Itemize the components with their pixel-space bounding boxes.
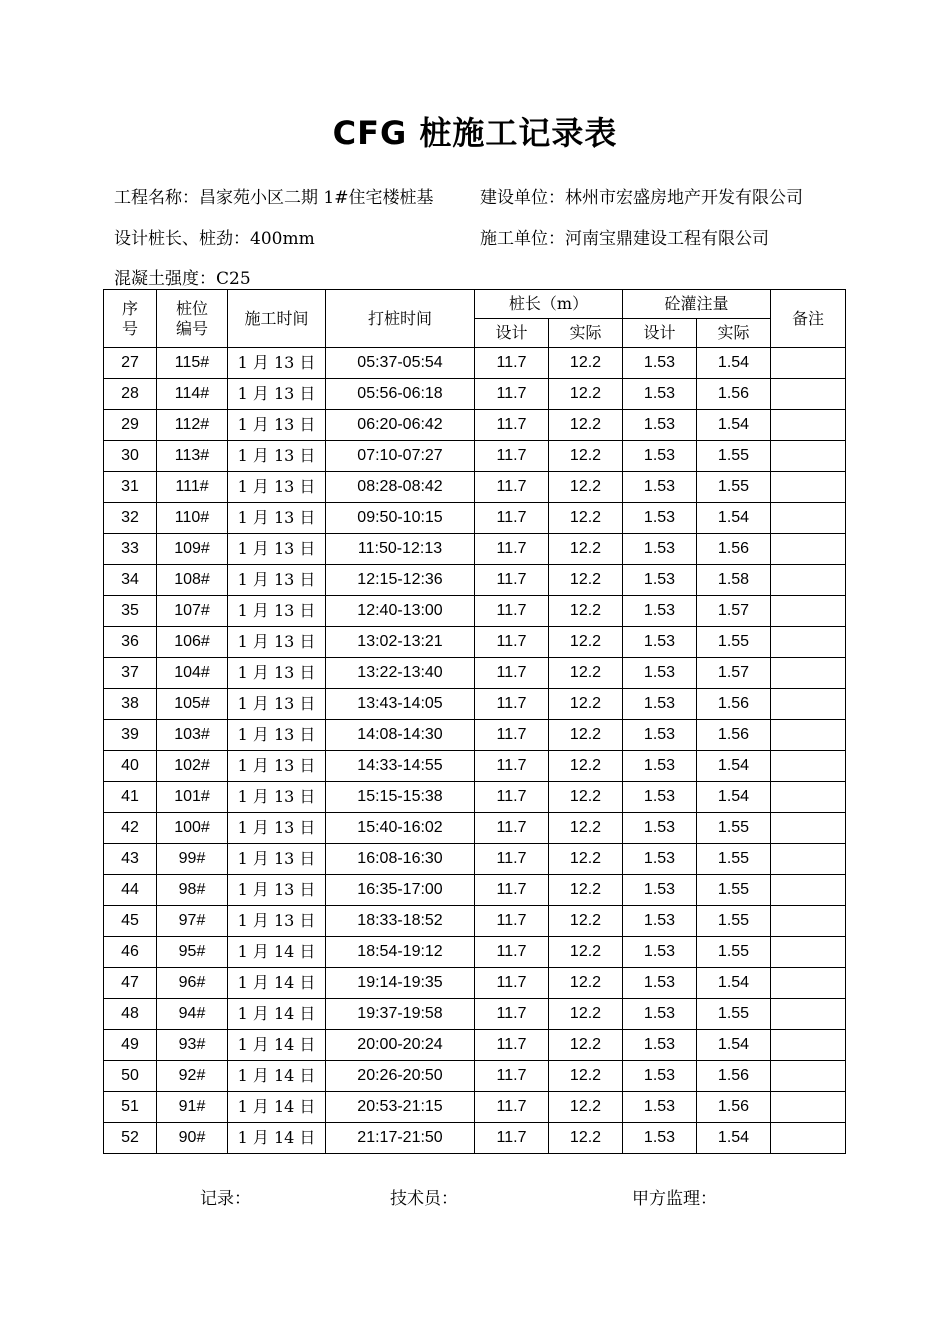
cell-remark — [771, 968, 846, 999]
cell-pour-actual: 1.55 — [697, 844, 771, 875]
cell-time: 07:10-07:27 — [326, 441, 475, 472]
cell-length-design: 11.7 — [475, 1061, 549, 1092]
cell-seq: 48 — [104, 999, 157, 1030]
cell-pour-actual: 1.55 — [697, 906, 771, 937]
cell-pile-no: 98# — [157, 875, 228, 906]
cell-seq: 27 — [104, 348, 157, 379]
cell-length-design: 11.7 — [475, 658, 549, 689]
cell-time: 14:08-14:30 — [326, 720, 475, 751]
cell-date: 1 月 14 日 — [228, 968, 326, 999]
cell-remark — [771, 937, 846, 968]
cell-pile-no: 90# — [157, 1123, 228, 1154]
cell-seq: 38 — [104, 689, 157, 720]
cell-time: 16:08-16:30 — [326, 844, 475, 875]
cell-length-design: 11.7 — [475, 503, 549, 534]
cell-pour-design: 1.53 — [623, 720, 697, 751]
cell-pile-no: 96# — [157, 968, 228, 999]
cell-pour-design: 1.53 — [623, 1092, 697, 1123]
cell-length-design: 11.7 — [475, 999, 549, 1030]
cell-remark — [771, 565, 846, 596]
cell-date: 1 月 14 日 — [228, 1030, 326, 1061]
cell-time: 14:33-14:55 — [326, 751, 475, 782]
cell-seq: 42 — [104, 813, 157, 844]
header-length-actual: 实际 — [549, 319, 623, 348]
cell-length-design: 11.7 — [475, 1092, 549, 1123]
cell-date: 1 月 13 日 — [228, 379, 326, 410]
cell-length-design: 11.7 — [475, 441, 549, 472]
cell-pour-actual: 1.55 — [697, 441, 771, 472]
cell-time: 09:50-10:15 — [326, 503, 475, 534]
cell-length-actual: 12.2 — [549, 1092, 623, 1123]
cell-date: 1 月 13 日 — [228, 348, 326, 379]
table-row — [104, 1061, 846, 1092]
supervisor-label: 甲方监理： — [632, 1189, 717, 1209]
cell-pour-design: 1.53 — [623, 1030, 697, 1061]
cell-time: 12:15-12:36 — [326, 565, 475, 596]
cell-pour-design: 1.53 — [623, 565, 697, 596]
cell-pour-design: 1.53 — [623, 627, 697, 658]
cell-pour-design: 1.53 — [623, 534, 697, 565]
cell-date: 1 月 13 日 — [228, 782, 326, 813]
cell-length-actual: 12.2 — [549, 782, 623, 813]
cell-pour-actual: 1.54 — [697, 968, 771, 999]
cell-pour-actual: 1.54 — [697, 751, 771, 782]
table-row — [104, 565, 846, 596]
cell-date: 1 月 13 日 — [228, 534, 326, 565]
cell-seq: 29 — [104, 410, 157, 441]
table-row — [104, 348, 846, 379]
cell-pour-actual: 1.54 — [697, 1123, 771, 1154]
cell-time: 08:28-08:42 — [326, 472, 475, 503]
cell-pile-no: 107# — [157, 596, 228, 627]
table-row — [104, 658, 846, 689]
cell-pour-design: 1.53 — [623, 596, 697, 627]
cell-pile-no: 110# — [157, 503, 228, 534]
table-row — [104, 1123, 846, 1154]
cell-date: 1 月 14 日 — [228, 937, 326, 968]
cell-date: 1 月 13 日 — [228, 565, 326, 596]
table-row — [104, 999, 846, 1030]
pile-record-table — [103, 289, 846, 1154]
cell-pour-actual: 1.55 — [697, 813, 771, 844]
owner-unit: 建设单位：林州市宏盛房地产开发有限公司 — [480, 188, 803, 208]
cell-pour-actual: 1.56 — [697, 534, 771, 565]
cell-time: 18:33-18:52 — [326, 906, 475, 937]
cell-pour-design: 1.53 — [623, 689, 697, 720]
cell-time: 06:20-06:42 — [326, 410, 475, 441]
header-pour-actual: 实际 — [697, 319, 771, 348]
header-pour-volume: 砼灌注量 — [623, 290, 771, 319]
cell-length-design: 11.7 — [475, 534, 549, 565]
header-pile-no: 桩位 编号 — [157, 290, 228, 348]
cell-seq: 34 — [104, 565, 157, 596]
cell-pour-actual: 1.57 — [697, 658, 771, 689]
cell-length-design: 11.7 — [475, 844, 549, 875]
header-length-design: 设计 — [475, 319, 549, 348]
cell-time: 18:54-19:12 — [326, 937, 475, 968]
cell-remark — [771, 534, 846, 565]
cell-pile-no: 108# — [157, 565, 228, 596]
cell-pile-no: 91# — [157, 1092, 228, 1123]
cell-pour-actual: 1.54 — [697, 348, 771, 379]
cell-length-actual: 12.2 — [549, 1030, 623, 1061]
cell-length-design: 11.7 — [475, 937, 549, 968]
cell-time: 15:40-16:02 — [326, 813, 475, 844]
cell-pile-no: 93# — [157, 1030, 228, 1061]
cell-pour-actual: 1.56 — [697, 689, 771, 720]
cell-remark — [771, 503, 846, 534]
cell-length-actual: 12.2 — [549, 441, 623, 472]
cell-pour-design: 1.53 — [623, 472, 697, 503]
cell-time: 19:37-19:58 — [326, 999, 475, 1030]
cell-date: 1 月 13 日 — [228, 503, 326, 534]
cell-pile-no: 113# — [157, 441, 228, 472]
cell-pour-design: 1.53 — [623, 410, 697, 441]
project-name: 工程名称：昌家苑小区二期 1#住宅楼桩基 — [114, 188, 434, 208]
cell-remark — [771, 906, 846, 937]
pile-spec: 设计桩长、桩劲：400mm — [114, 229, 315, 249]
cell-time: 20:53-21:15 — [326, 1092, 475, 1123]
cell-pour-actual: 1.55 — [697, 999, 771, 1030]
cell-seq: 50 — [104, 1061, 157, 1092]
cell-time: 13:43-14:05 — [326, 689, 475, 720]
table-row — [104, 751, 846, 782]
cell-time: 05:56-06:18 — [326, 379, 475, 410]
cell-length-actual: 12.2 — [549, 906, 623, 937]
cell-length-actual: 12.2 — [549, 503, 623, 534]
cell-seq: 49 — [104, 1030, 157, 1061]
cell-date: 1 月 14 日 — [228, 1092, 326, 1123]
cell-length-actual: 12.2 — [549, 689, 623, 720]
cell-pour-actual: 1.54 — [697, 503, 771, 534]
cell-pour-actual: 1.58 — [697, 565, 771, 596]
cell-date: 1 月 13 日 — [228, 751, 326, 782]
cell-seq: 43 — [104, 844, 157, 875]
cell-pile-no: 94# — [157, 999, 228, 1030]
cell-pour-actual: 1.56 — [697, 379, 771, 410]
cell-pile-no: 112# — [157, 410, 228, 441]
cell-time: 16:35-17:00 — [326, 875, 475, 906]
header-date: 施工时间 — [228, 290, 326, 348]
cell-time: 13:22-13:40 — [326, 658, 475, 689]
cell-time: 20:26-20:50 — [326, 1061, 475, 1092]
table-row — [104, 627, 846, 658]
cell-seq: 52 — [104, 1123, 157, 1154]
cell-remark — [771, 813, 846, 844]
cell-date: 1 月 13 日 — [228, 906, 326, 937]
cell-seq: 30 — [104, 441, 157, 472]
cell-pour-design: 1.53 — [623, 999, 697, 1030]
cell-date: 1 月 13 日 — [228, 720, 326, 751]
cell-date: 1 月 14 日 — [228, 999, 326, 1030]
header-remark: 备注 — [771, 290, 846, 348]
table-row — [104, 813, 846, 844]
cell-remark — [771, 348, 846, 379]
cell-time: 05:37-05:54 — [326, 348, 475, 379]
header-time: 打桩时间 — [326, 290, 475, 348]
cell-remark — [771, 751, 846, 782]
cell-length-design: 11.7 — [475, 813, 549, 844]
cell-length-actual: 12.2 — [549, 751, 623, 782]
cell-length-actual: 12.2 — [549, 720, 623, 751]
cell-length-actual: 12.2 — [549, 379, 623, 410]
cell-date: 1 月 13 日 — [228, 658, 326, 689]
cell-remark — [771, 658, 846, 689]
cell-time: 13:02-13:21 — [326, 627, 475, 658]
cell-date: 1 月 14 日 — [228, 1123, 326, 1154]
table-row — [104, 379, 846, 410]
cell-pour-design: 1.53 — [623, 441, 697, 472]
cell-length-actual: 12.2 — [549, 813, 623, 844]
cell-pour-design: 1.53 — [623, 968, 697, 999]
cell-length-actual: 12.2 — [549, 348, 623, 379]
cell-pour-design: 1.53 — [623, 844, 697, 875]
cell-seq: 44 — [104, 875, 157, 906]
cell-date: 1 月 13 日 — [228, 844, 326, 875]
cell-length-design: 11.7 — [475, 689, 549, 720]
cell-length-design: 11.7 — [475, 875, 549, 906]
cell-time: 11:50-12:13 — [326, 534, 475, 565]
cell-pour-actual: 1.55 — [697, 875, 771, 906]
cell-seq: 33 — [104, 534, 157, 565]
cell-pile-no: 106# — [157, 627, 228, 658]
cell-pile-no: 95# — [157, 937, 228, 968]
cell-time: 12:40-13:00 — [326, 596, 475, 627]
cell-remark — [771, 410, 846, 441]
cell-pile-no: 109# — [157, 534, 228, 565]
cell-seq: 47 — [104, 968, 157, 999]
cell-seq: 32 — [104, 503, 157, 534]
table-row — [104, 503, 846, 534]
cell-date: 1 月 13 日 — [228, 472, 326, 503]
page-title: CFG 桩施工记录表 — [332, 114, 618, 152]
cell-length-actual: 12.2 — [549, 844, 623, 875]
table-row — [104, 472, 846, 503]
cell-pour-actual: 1.56 — [697, 1092, 771, 1123]
cell-remark — [771, 627, 846, 658]
cell-length-design: 11.7 — [475, 906, 549, 937]
cell-remark — [771, 1123, 846, 1154]
cell-length-design: 11.7 — [475, 627, 549, 658]
table-row — [104, 441, 846, 472]
table-row — [104, 534, 846, 565]
table-row — [104, 844, 846, 875]
cell-seq: 28 — [104, 379, 157, 410]
cell-seq: 41 — [104, 782, 157, 813]
cell-time: 15:15-15:38 — [326, 782, 475, 813]
cell-pour-actual: 1.55 — [697, 472, 771, 503]
cell-length-actual: 12.2 — [549, 968, 623, 999]
cell-seq: 31 — [104, 472, 157, 503]
table-row — [104, 596, 846, 627]
cell-length-actual: 12.2 — [549, 627, 623, 658]
cell-pour-actual: 1.56 — [697, 720, 771, 751]
cell-pour-actual: 1.55 — [697, 937, 771, 968]
cell-seq: 39 — [104, 720, 157, 751]
contractor-unit: 施工单位：河南宝鼎建设工程有限公司 — [480, 229, 769, 249]
cell-pour-design: 1.53 — [623, 379, 697, 410]
cell-pour-actual: 1.54 — [697, 410, 771, 441]
cell-length-actual: 12.2 — [549, 565, 623, 596]
cell-seq: 45 — [104, 906, 157, 937]
cell-seq: 51 — [104, 1092, 157, 1123]
cell-time: 20:00-20:24 — [326, 1030, 475, 1061]
cell-date: 1 月 14 日 — [228, 1061, 326, 1092]
cell-date: 1 月 13 日 — [228, 813, 326, 844]
cell-length-actual: 12.2 — [549, 472, 623, 503]
cell-pour-design: 1.53 — [623, 503, 697, 534]
cell-remark — [771, 1092, 846, 1123]
cell-length-design: 11.7 — [475, 472, 549, 503]
cell-remark — [771, 844, 846, 875]
cell-length-actual: 12.2 — [549, 1061, 623, 1092]
table-row — [104, 968, 846, 999]
table-row — [104, 410, 846, 441]
cell-remark — [771, 720, 846, 751]
table-row — [104, 689, 846, 720]
cell-pour-design: 1.53 — [623, 937, 697, 968]
cell-date: 1 月 13 日 — [228, 410, 326, 441]
cell-pile-no: 102# — [157, 751, 228, 782]
cell-pour-design: 1.53 — [623, 1061, 697, 1092]
cell-remark — [771, 1030, 846, 1061]
cell-remark — [771, 441, 846, 472]
cell-remark — [771, 1061, 846, 1092]
cell-pour-actual: 1.54 — [697, 782, 771, 813]
cell-seq: 36 — [104, 627, 157, 658]
cell-length-design: 11.7 — [475, 968, 549, 999]
cell-pour-actual: 1.56 — [697, 1061, 771, 1092]
cell-pile-no: 97# — [157, 906, 228, 937]
cell-length-actual: 12.2 — [549, 410, 623, 441]
header-seq: 序 号 — [104, 290, 157, 348]
cell-length-actual: 12.2 — [549, 658, 623, 689]
cell-length-design: 11.7 — [475, 410, 549, 441]
cell-pile-no: 104# — [157, 658, 228, 689]
cell-pile-no: 99# — [157, 844, 228, 875]
cell-pour-design: 1.53 — [623, 875, 697, 906]
cell-length-design: 11.7 — [475, 348, 549, 379]
cell-time: 19:14-19:35 — [326, 968, 475, 999]
cell-length-actual: 12.2 — [549, 1123, 623, 1154]
cell-seq: 35 — [104, 596, 157, 627]
cell-date: 1 月 13 日 — [228, 596, 326, 627]
cell-pile-no: 105# — [157, 689, 228, 720]
cell-remark — [771, 472, 846, 503]
cell-date: 1 月 13 日 — [228, 875, 326, 906]
cell-remark — [771, 689, 846, 720]
cell-length-actual: 12.2 — [549, 534, 623, 565]
table-row — [104, 875, 846, 906]
cell-length-design: 11.7 — [475, 565, 549, 596]
table-row — [104, 782, 846, 813]
cell-date: 1 月 13 日 — [228, 627, 326, 658]
cell-length-design: 11.7 — [475, 720, 549, 751]
cell-length-actual: 12.2 — [549, 875, 623, 906]
cell-length-actual: 12.2 — [549, 596, 623, 627]
table-row — [104, 1092, 846, 1123]
cell-remark — [771, 999, 846, 1030]
table-row — [104, 937, 846, 968]
cell-pour-design: 1.53 — [623, 813, 697, 844]
cell-length-design: 11.7 — [475, 782, 549, 813]
cell-remark — [771, 596, 846, 627]
cell-pour-actual: 1.54 — [697, 1030, 771, 1061]
cell-remark — [771, 782, 846, 813]
cell-pour-design: 1.53 — [623, 1123, 697, 1154]
cell-length-design: 11.7 — [475, 1123, 549, 1154]
cell-time: 21:17-21:50 — [326, 1123, 475, 1154]
cell-pour-design: 1.53 — [623, 751, 697, 782]
table-row — [104, 720, 846, 751]
cell-pour-design: 1.53 — [623, 906, 697, 937]
cell-length-actual: 12.2 — [549, 937, 623, 968]
cell-remark — [771, 379, 846, 410]
cell-pile-no: 114# — [157, 379, 228, 410]
cell-pile-no: 101# — [157, 782, 228, 813]
concrete-strength: 混凝土强度：C25 — [114, 269, 251, 289]
cell-length-actual: 12.2 — [549, 999, 623, 1030]
cell-pile-no: 100# — [157, 813, 228, 844]
cell-length-design: 11.7 — [475, 596, 549, 627]
cell-pour-design: 1.53 — [623, 658, 697, 689]
table-row — [104, 1030, 846, 1061]
header-pile-length: 桩长（m） — [475, 290, 623, 319]
cell-pile-no: 115# — [157, 348, 228, 379]
technician-label: 技术员： — [390, 1189, 458, 1209]
cell-seq: 37 — [104, 658, 157, 689]
cell-date: 1 月 13 日 — [228, 689, 326, 720]
cell-pour-actual: 1.55 — [697, 627, 771, 658]
cell-seq: 40 — [104, 751, 157, 782]
cell-date: 1 月 13 日 — [228, 441, 326, 472]
cell-length-design: 11.7 — [475, 1030, 549, 1061]
cell-remark — [771, 875, 846, 906]
cell-pile-no: 111# — [157, 472, 228, 503]
cell-pile-no: 103# — [157, 720, 228, 751]
header-pour-design: 设计 — [623, 319, 697, 348]
cell-length-design: 11.7 — [475, 751, 549, 782]
cell-pile-no: 92# — [157, 1061, 228, 1092]
cell-seq: 46 — [104, 937, 157, 968]
cell-pour-design: 1.53 — [623, 348, 697, 379]
cell-pour-actual: 1.57 — [697, 596, 771, 627]
cell-length-design: 11.7 — [475, 379, 549, 410]
table-row — [104, 906, 846, 937]
recorder-label: 记录： — [200, 1189, 251, 1209]
cell-pour-design: 1.53 — [623, 782, 697, 813]
